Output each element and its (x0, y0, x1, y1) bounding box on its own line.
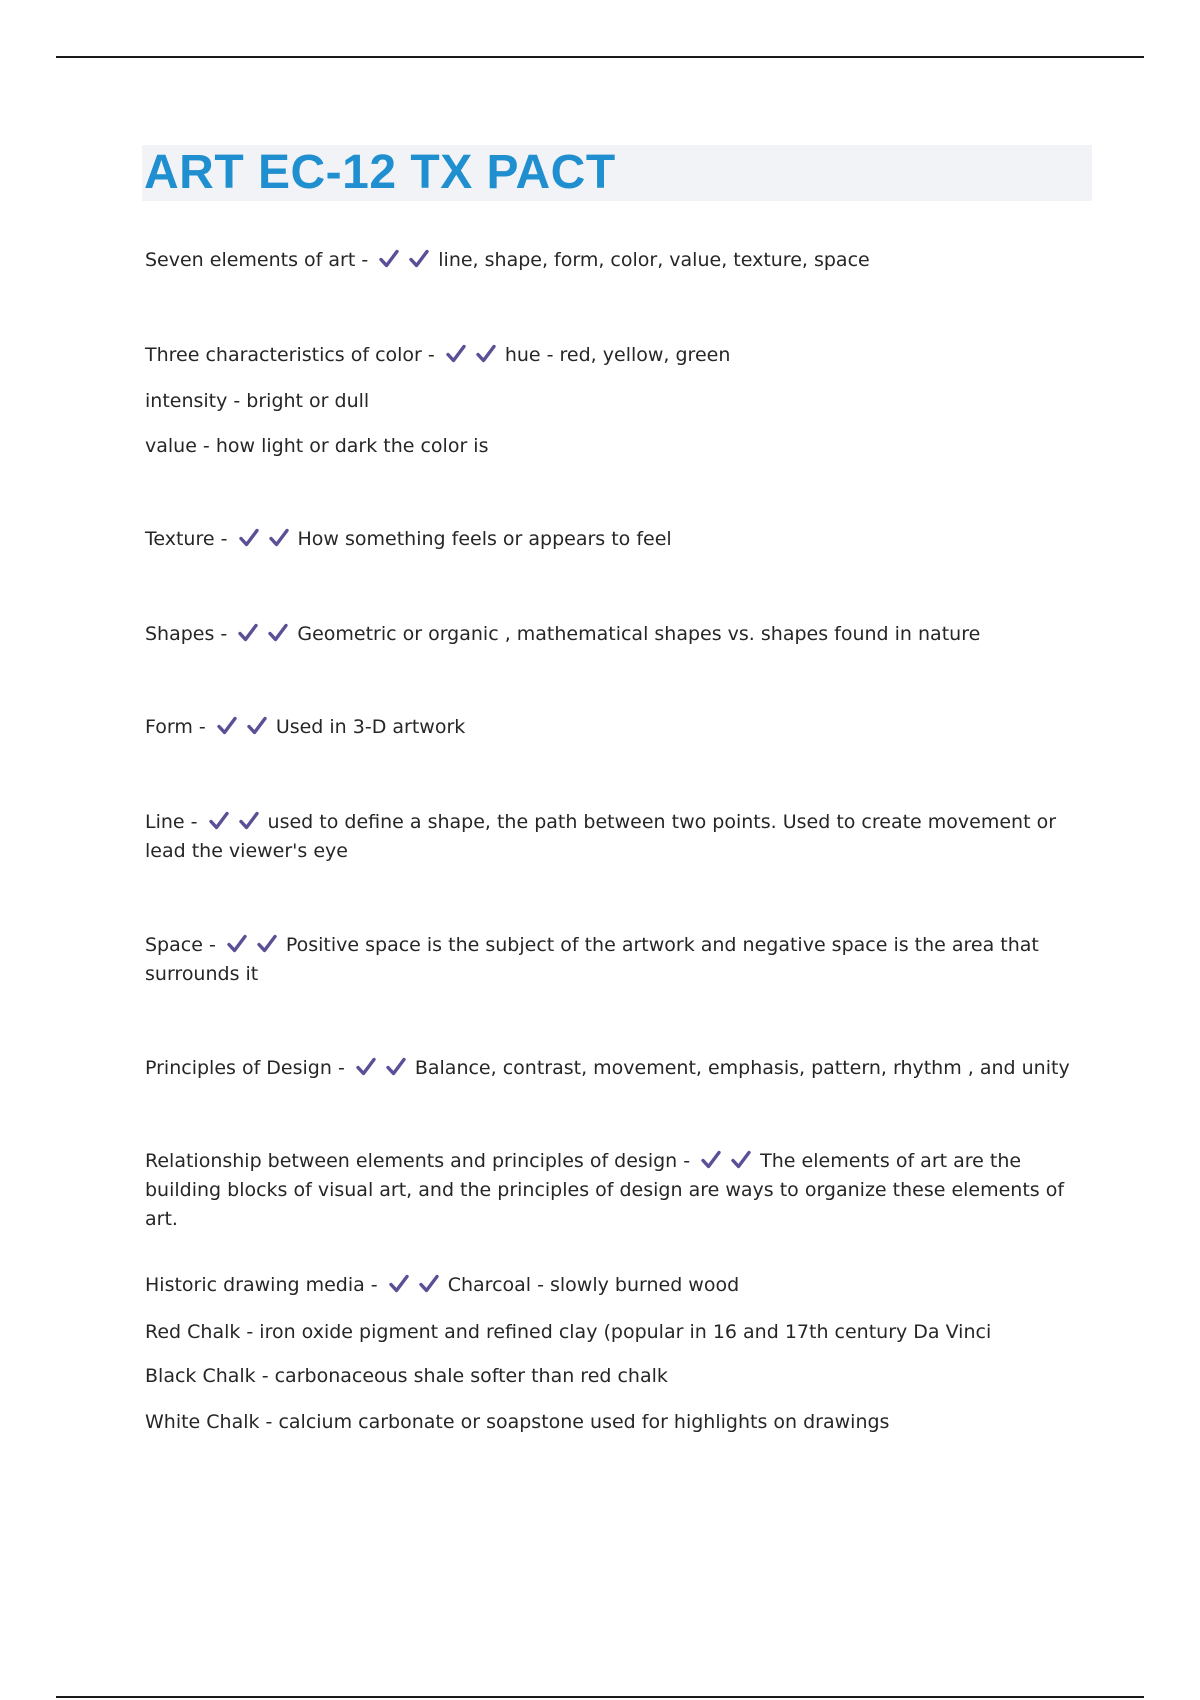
entry-principles-of-design (145, 1054, 1085, 1083)
top-rule (56, 56, 1144, 58)
entry-term: Seven elements of art - (145, 249, 369, 271)
check-icon (256, 933, 278, 955)
check-icon (445, 343, 467, 365)
entry-color-characteristics (145, 341, 1085, 370)
check-icon (385, 1056, 407, 1078)
check-icon (237, 622, 259, 644)
entry-term: Line - (145, 811, 198, 833)
entry-definition: Balance, contrast, movement, emphasis, pattern, rhythm , and unity (414, 1057, 1070, 1079)
check-icon (238, 810, 260, 832)
entry-definition: Geometric or organic , mathematical shapes vs. shapes found in nature (297, 623, 981, 645)
check-icon (267, 622, 289, 644)
entry-term: Principles of Design - (145, 1057, 345, 1079)
entry-definition: used to define a shape, the path between two points. Used to create movement or lead the viewer's eye (145, 811, 1057, 862)
check-icon (268, 527, 290, 549)
bottom-rule (56, 1696, 1144, 1698)
entry-definition: Charcoal - slowly burned wood (447, 1274, 740, 1296)
entry-term: Three characteristics of color - (145, 344, 435, 366)
check-icon (475, 343, 497, 365)
entry-definition: line, shape, form, color, value, texture, space (438, 249, 870, 271)
entry-term: Space - (145, 934, 216, 956)
entry-historic-drawing-media (145, 1271, 1085, 1300)
entry-texture (145, 525, 1085, 554)
document-title: ART EC-12 TX PACT (144, 146, 616, 199)
entry-shapes (145, 620, 1085, 649)
entry-space (145, 931, 1085, 989)
entry-term: Historic drawing media - (145, 1274, 378, 1296)
entry-definition: How something feels or appears to feel (297, 528, 672, 550)
entry-term: Relationship between elements and principles of design - (145, 1150, 691, 1172)
check-icon (208, 810, 230, 832)
entry-seven-elements (145, 246, 1085, 275)
entry-definition: The elements of art are the building blocks of visual art, and the principles of design are ways to organize these elements of art. (145, 1150, 1065, 1230)
check-icon (700, 1149, 722, 1171)
entry-extra-line: Black Chalk - carbonaceous shale softer than red chalk (145, 1365, 668, 1387)
entry-definition: Used in 3-D artwork (275, 716, 466, 738)
entry-extra-line: value - how light or dark the color is (145, 435, 489, 457)
check-icon (355, 1056, 377, 1078)
entry-extra-line: Red Chalk - iron oxide pigment and refined clay (popular in 16 and 17th century Da Vinci (145, 1321, 992, 1343)
entry-form (145, 713, 1085, 742)
check-icon (216, 715, 238, 737)
check-icon (730, 1149, 752, 1171)
check-icon (226, 933, 248, 955)
entry-line (145, 808, 1085, 866)
entry-extra-line: White Chalk - calcium carbonate or soapstone used for highlights on drawings (145, 1411, 890, 1433)
entry-term: Texture - (145, 528, 228, 550)
check-icon (408, 248, 430, 270)
entry-term: Shapes - (145, 623, 228, 645)
check-icon (246, 715, 268, 737)
check-icon (418, 1273, 440, 1295)
entry-extra-line: intensity - bright or dull (145, 390, 370, 412)
check-icon (388, 1273, 410, 1295)
entry-definition: hue - red, yellow, green (504, 344, 731, 366)
entry-definition: Positive space is the subject of the artwork and negative space is the area that surrounds it (145, 934, 1039, 985)
check-icon (238, 527, 260, 549)
entry-relationship (145, 1147, 1085, 1234)
entry-term: Form - (145, 716, 206, 738)
check-icon (378, 248, 400, 270)
